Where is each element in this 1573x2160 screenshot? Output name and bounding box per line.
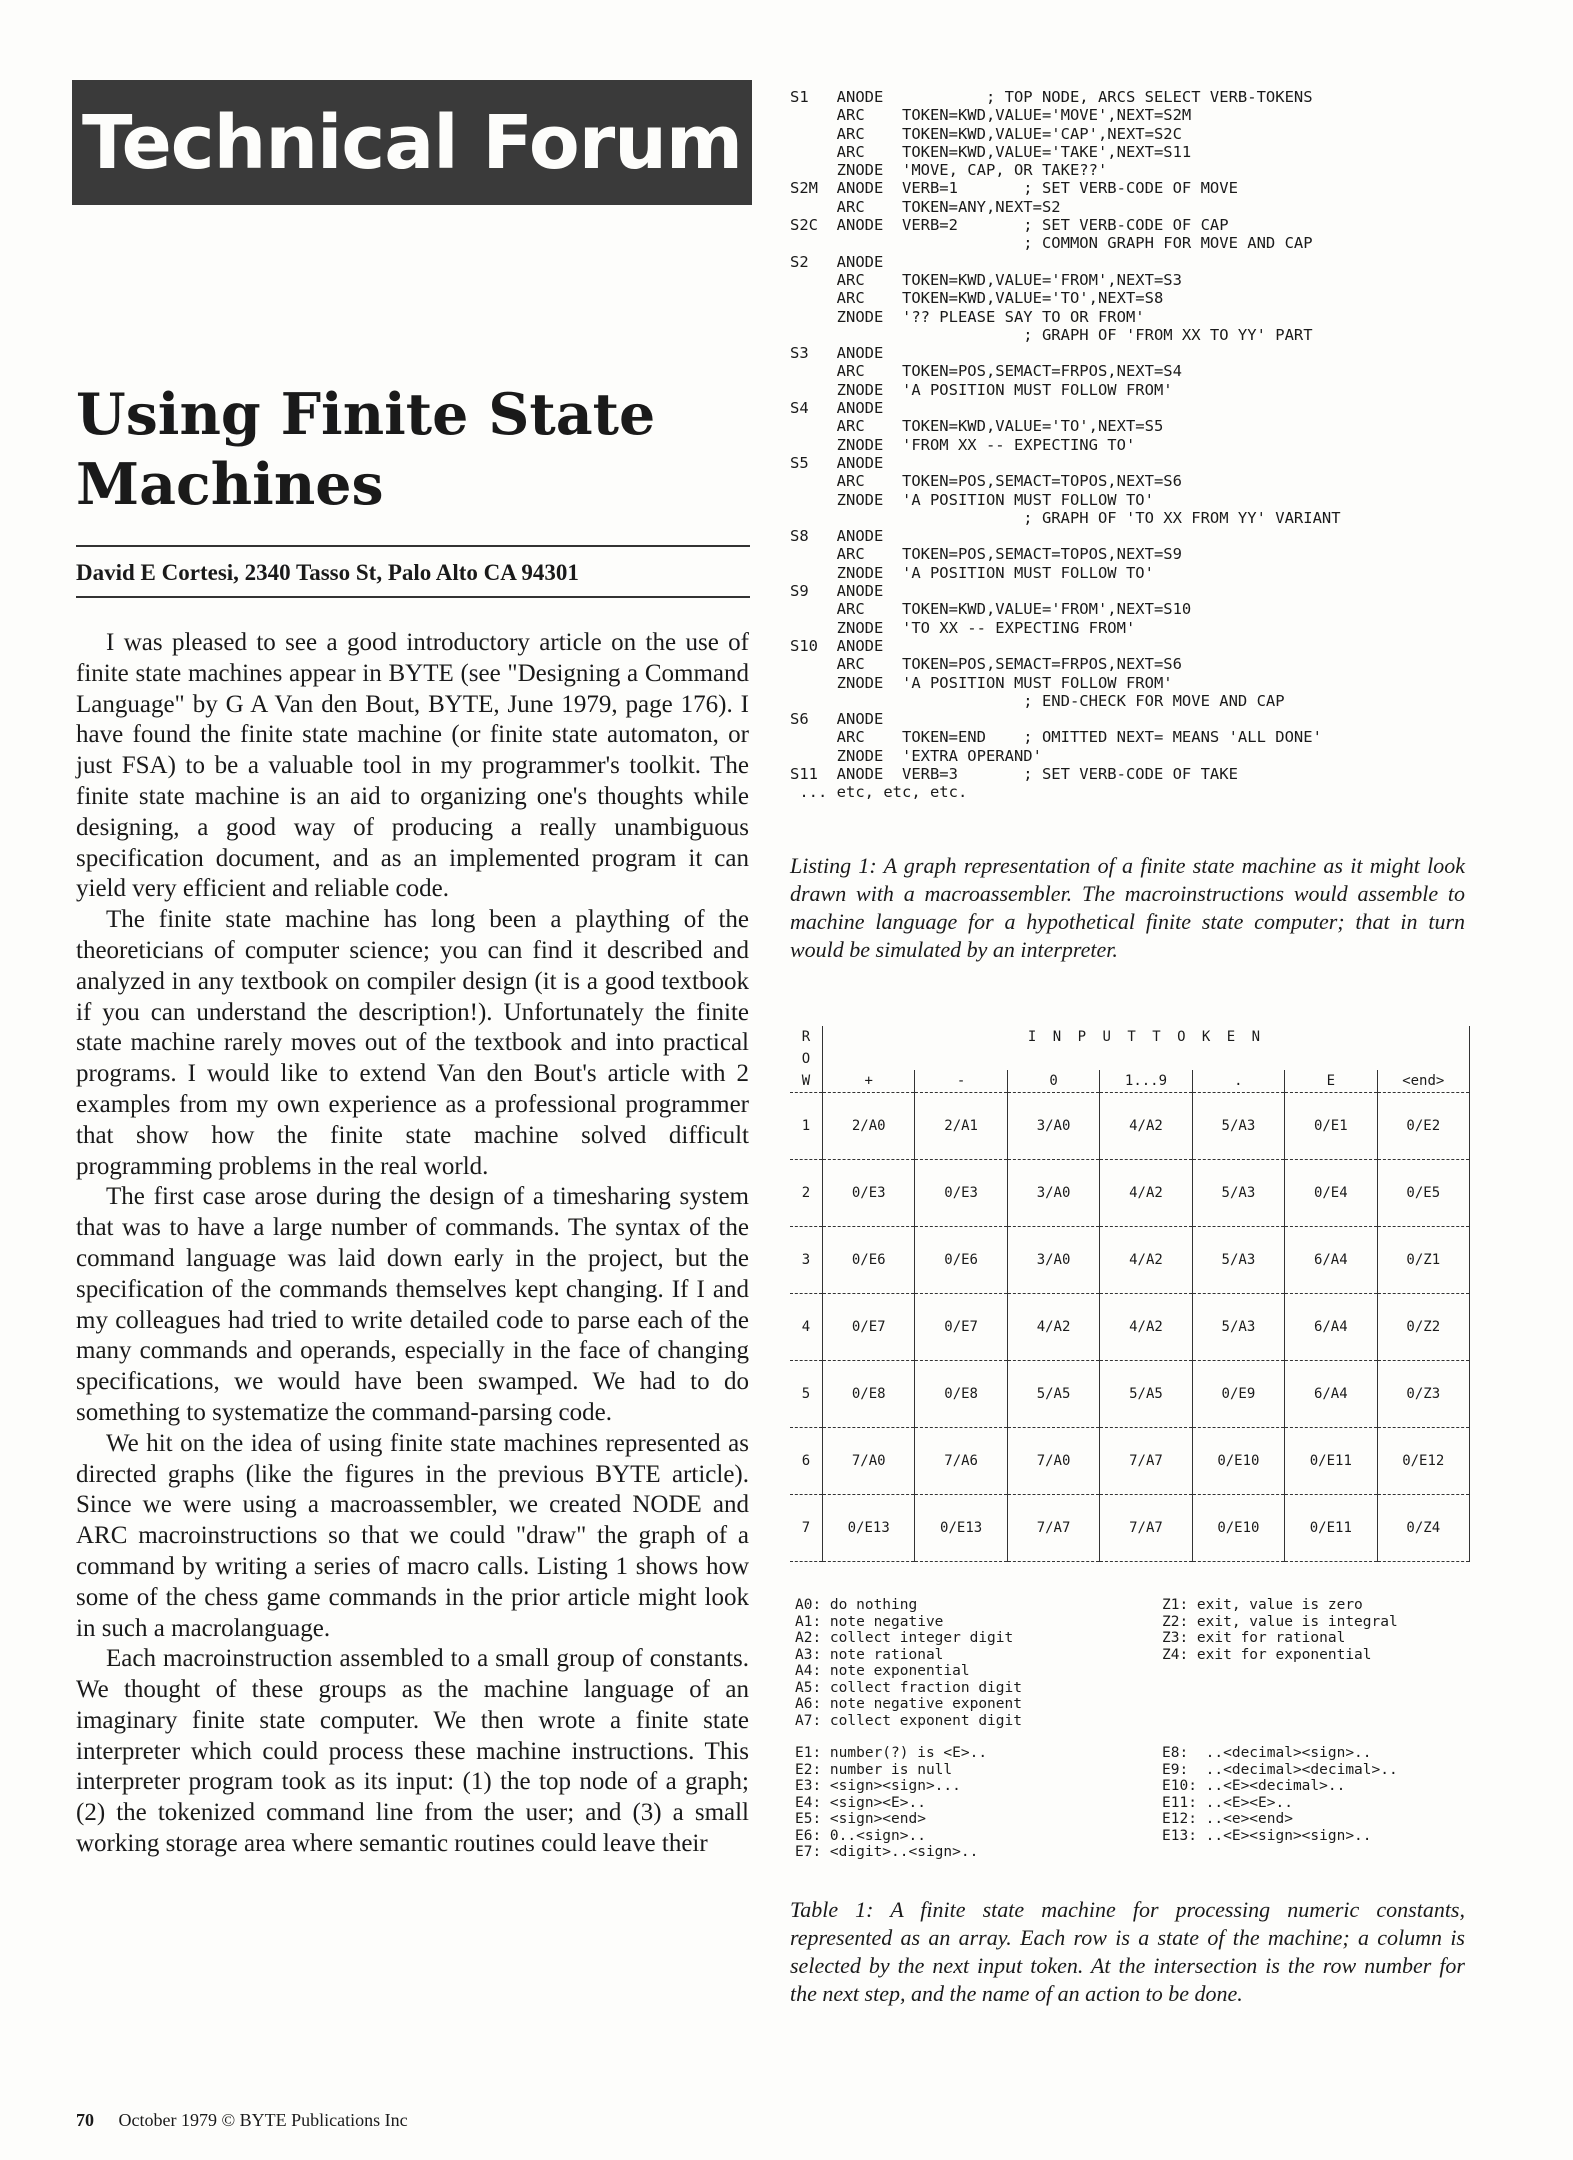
listing-line: ARC TOKEN=KWD,VALUE='FROM',NEXT=S10 [790,600,1192,619]
table-cell: 0/E4 [1285,1160,1377,1227]
table-cell: 0/E13 [915,1495,1007,1562]
table-cell: 4/A2 [1100,1093,1192,1160]
author-line: David E Cortesi, 2340 Tasso St, Palo Alto CA 94301 [76,560,579,585]
paragraph: I was pleased to see a good introductory article on the use of finite state machines appear in BYTE (see "Designing a Command Language" by G A Van den Bout, BYTE, June 1979, page 176). I have found the finite state machine (or finite state automaton, or just FSA) to be a valuable tool in my programmer's toolkit. The finite state machine is an aid to organizing one's thoughts while designing, a good way of producing a really unambiguous specification document, and as an implemented program it can yield very efficient and reliable code. [76,629,749,903]
table-cell: 7/A6 [915,1428,1007,1495]
left-column [72,80,752,205]
listing-line: ZNODE '?? PLEASE SAY TO OR FROM' [790,307,1145,326]
legend-entry: A1: note negative [795,1613,944,1630]
table-cell: 5/A5 [1007,1361,1099,1428]
table-cell: 7/A7 [1100,1495,1192,1562]
legend-errors-left [795,1745,987,1861]
listing-line: ZNODE 'A POSITION MUST FOLLOW TO' [790,490,1154,509]
legend-errors-right [1162,1745,1398,1844]
listing-line: ; COMMON GRAPH FOR MOVE AND CAP [790,234,1313,253]
table-cell: 6/A4 [1285,1227,1377,1294]
table-cell: 0/Z1 [1377,1227,1469,1294]
title-line: Using Finite State [76,381,656,448]
table-cell: 7/A7 [1007,1495,1099,1562]
divider [76,545,750,547]
listing-line: ARC TOKEN=ANY,NEXT=S2 [790,197,1061,216]
paragraph: The first case arose during the design of a timesharing system that was to have a large number of commands. The syntax of the command language was laid down early in the project, but the specification of the commands themselves kept changing. If I and my colleagues had tried to write detailed code to parse each of the many commands and operands, especially in the face of changing specifications, we would have been swamped. We had to do something to systematize the command-parsing code. [76,1183,749,1426]
state-table [790,1026,1470,1562]
listing-line: ARC TOKEN=KWD,VALUE='FROM',NEXT=S3 [790,270,1182,289]
legend-entry: E6: 0..<sign>.. [795,1827,926,1844]
listing-line: S10 ANODE [790,636,884,655]
row-number: 5 [790,1361,823,1428]
table-cell: 5/A3 [1192,1093,1284,1160]
listing-line: S2 ANODE [790,252,884,271]
listing-line: ARC TOKEN=KWD,VALUE='TO',NEXT=S8 [790,289,1164,308]
listing-line: ARC TOKEN=POS,SEMACT=TOPOS,NEXT=S9 [790,545,1182,564]
page-footer [76,2110,408,2131]
row-number: 6 [790,1428,823,1495]
table-cell: 5/A3 [1192,1227,1284,1294]
paragraph: We hit on the idea of using finite state machines represented as directed graphs (like the figures in the previous BYTE article). Since we were using a macroassembler, we created NODE and ARC macroinstructions so that we could "draw" the graph of a command by writing a series of macro calls. Listing 1 shows how some of the chess game commands in the prior article might look in such a macrolanguage. [76,1429,749,1642]
legend-entry: Z1: exit, value is zero [1162,1597,1363,1613]
table-cell: 0/E1 [1285,1093,1377,1160]
table-row [790,1227,1470,1294]
legend-entry: E1: number(?) is <E>.. [795,1745,988,1761]
legend-entry: E12: ..<e><end> [1162,1811,1293,1827]
paragraph: The finite state machine has long been a plaything of the theoreticians of computer science; you can find it described and analyzed in any textbook on compiler design (it is a good textbook if you can understand the description!). Unfortunately the finite state machine rarely moves out of the textbook and into practical programs. I would like to extend Van den Bout's article with 2 examples from my own experience as a professional programmer that show how the finite state machine solved difficult programming problems in the real world. [76,906,749,1180]
table-cell: 3/A0 [1007,1227,1099,1294]
table-cell: 5/A3 [1192,1160,1284,1227]
listing-line: ZNODE 'EXTRA OPERAND' [790,746,1042,765]
column-header: 1...9 [1100,1070,1192,1093]
legend-entry: A6: note negative exponent [795,1696,1022,1712]
table-cell: 7/A0 [823,1428,915,1495]
table-cell: 0/E3 [823,1160,915,1227]
legend-entry: E11: ..<E><E>.. [1162,1794,1293,1811]
legend-entry: E2: number is null [795,1761,953,1778]
row-number: 3 [790,1227,823,1294]
listing-line: S11 ANODE VERB=3 ; SET VERB-CODE OF TAKE [790,764,1238,783]
legend-exits [1162,1597,1398,1663]
table-cell: 4/A2 [1100,1160,1192,1227]
listing-line: ZNODE 'TO XX -- EXPECTING FROM' [790,618,1136,637]
row-label: O [801,1051,811,1067]
table-caption: Table 1: A finite state machine for processing numeric constants, represented as an array. Each row is a state of the machine; a column is selected by the next input token. At the intersection is the row number for the next step, and the name of an action to be done. [790,1897,1465,2006]
table-cell: 0/Z2 [1377,1294,1469,1361]
table-cell: 2/A1 [915,1093,1007,1160]
row-number: 4 [790,1294,823,1361]
legend-entry: E10: ..<E><decimal>.. [1162,1778,1346,1794]
title-line: Machines [76,451,384,518]
table-cell: 0/E7 [915,1294,1007,1361]
listing-line: ; END-CHECK FOR MOVE AND CAP [790,691,1285,710]
column-header: + [823,1070,915,1093]
article-body [76,628,749,1860]
table-cell: 0/E11 [1285,1428,1377,1495]
listing-caption: Listing 1: A graph representation of a finite state machine as it might look drawn with a macroassembler. The macroinstructions would assemble to machine language for a hypothetical finite state computer; that in turn would be simulated by an interpreter. [790,853,1465,962]
table-cell: 6/A4 [1285,1361,1377,1428]
table-cell: 0/E13 [823,1495,915,1562]
table-row [790,1160,1470,1227]
table-cell: 0/E8 [915,1361,1007,1428]
legend-entry: E13: ..<E><sign><sign>.. [1162,1827,1372,1844]
table-cell: 0/E6 [915,1227,1007,1294]
column-header: - [915,1070,1007,1093]
column-header: 0 [1007,1070,1099,1093]
table-cell: 6/A4 [1285,1294,1377,1361]
table-cell: 0/E12 [1377,1428,1469,1495]
footer-text: October 1979 © BYTE Publications Inc [118,2110,408,2130]
table-cell: 0/Z3 [1377,1361,1469,1428]
table-cell: 4/A2 [1100,1227,1192,1294]
listing-line: S9 ANODE [790,582,884,601]
legend-entry: A3: note rational [795,1646,944,1663]
row-number: 2 [790,1160,823,1227]
table-cell: 0/E11 [1285,1495,1377,1562]
table-cell: 7/A0 [1007,1428,1099,1495]
table-cell: 0/E10 [1192,1428,1284,1495]
table-cell: 5/A5 [1100,1361,1192,1428]
legend-entry: E5: <sign><end> [795,1811,926,1827]
legend-entry: A5: collect fraction digit [795,1679,1022,1696]
listing-line: ZNODE 'A POSITION MUST FOLLOW FROM' [790,673,1173,692]
input-token-label: I N P U T T O K E N [823,1026,1470,1048]
listing-line: ARC TOKEN=POS,SEMACT=FRPOS,NEXT=S6 [790,655,1182,674]
listing-line: S8 ANODE [790,527,884,546]
table-cell: 0/E3 [915,1160,1007,1227]
column-header: E [1285,1070,1377,1093]
row-label: W [790,1070,823,1093]
table-row [790,1428,1470,1495]
listing-line: S2M ANODE VERB=1 ; SET VERB-CODE OF MOVE [790,179,1238,198]
table-row [790,1361,1470,1428]
table-row [790,1093,1470,1160]
table-cell: 0/E6 [823,1227,915,1294]
table-cell: 3/A0 [1007,1093,1099,1160]
legend-entry: Z2: exit, value is integral [1162,1613,1398,1630]
table-cell: 4/A2 [1007,1294,1099,1361]
table-cell: 3/A0 [1007,1160,1099,1227]
table-cell: 0/E5 [1377,1160,1469,1227]
listing-line: ARC TOKEN=KWD,VALUE='TO',NEXT=S5 [790,417,1164,436]
row-number: 7 [790,1495,823,1562]
listing-line: ARC TOKEN=KWD,VALUE='TAKE',NEXT=S11 [790,142,1192,161]
listing-line: ZNODE 'FROM XX -- EXPECTING TO' [790,435,1136,454]
listing-line: ZNODE 'A POSITION MUST FOLLOW TO' [790,563,1154,582]
table-cell: 0/E8 [823,1361,915,1428]
table-cell: 0/E10 [1192,1495,1284,1562]
table-row [790,1495,1470,1562]
table-cell: 7/A7 [1100,1428,1192,1495]
listing-line: ARC TOKEN=END ; OMITTED NEXT= MEANS 'ALL DONE' [790,728,1322,747]
banner-text: Technical Forum [81,99,743,186]
listing-line: S3 ANODE [790,344,884,363]
listing-line: ZNODE 'MOVE, CAP, OR TAKE??' [790,161,1108,180]
legend-entry: A0: do nothing [795,1597,918,1613]
listing-line: ARC TOKEN=KWD,VALUE='MOVE',NEXT=S2M [790,106,1192,125]
column-header: <end> [1377,1070,1469,1093]
listing-line: S2C ANODE VERB=2 ; SET VERB-CODE OF CAP [790,216,1229,235]
row-label: R [801,1029,811,1045]
legend-entry: A4: note exponential [795,1663,970,1679]
table-row [790,1294,1470,1361]
column-header: . [1192,1070,1284,1093]
listing-line: S1 ANODE ; TOP NODE, ARCS SELECT VERB-TOKENS [790,88,1313,106]
legend-entry: A7: collect exponent digit [795,1712,1022,1729]
legend-entry: E9: ..<decimal><decimal>.. [1162,1761,1398,1778]
page-number: 70 [76,2110,94,2130]
listing-line: ... etc, etc, etc. [790,783,968,802]
listing-line: ZNODE 'A POSITION MUST FOLLOW FROM' [790,380,1173,399]
divider [76,596,750,598]
listing-line: ; GRAPH OF 'FROM XX TO YY' PART [790,325,1313,344]
legend-entry: Z3: exit for rational [1162,1630,1346,1646]
section-banner [72,80,752,205]
listing-line: ARC TOKEN=POS,SEMACT=TOPOS,NEXT=S6 [790,472,1182,491]
table-cell: 0/E2 [1377,1093,1469,1160]
table-cell: 0/E7 [823,1294,915,1361]
listing-line: ARC TOKEN=POS,SEMACT=FRPOS,NEXT=S4 [790,362,1182,381]
table-cell: 0/E9 [1192,1361,1284,1428]
legend-entry: A2: collect integer digit [795,1630,1014,1646]
table-cell: 2/A0 [823,1093,915,1160]
listing-line: S4 ANODE [790,399,884,418]
table-cell: 0/Z4 [1377,1495,1469,1562]
legend-entry: E3: <sign><sign>... [795,1778,961,1794]
row-number: 1 [790,1093,823,1160]
legend-entry: E8: ..<decimal><sign>.. [1162,1745,1372,1761]
paragraph: Each macroinstruction assembled to a small group of constants. We thought of these groups as the machine language of an imaginary finite state computer. We then wrote a finite state interpreter which could process these machine instructions. This interpreter program took as its input: (1) the top node of a graph; (2) the tokenized command line from the user; and (3) a small working storage area where semantic routines could leave their [76,1645,749,1858]
listing-line: S5 ANODE [790,453,884,472]
legend-entry: Z4: exit for exponential [1162,1646,1372,1663]
legend-entry: E4: <sign><E>.. [795,1794,926,1811]
listing-line: ; GRAPH OF 'TO XX FROM YY' VARIANT [790,508,1341,527]
table-cell: 5/A3 [1192,1294,1284,1361]
table-cell: 4/A2 [1100,1294,1192,1361]
listing-line: S6 ANODE [790,710,884,729]
article-title [76,380,736,520]
legend-entry: E7: <digit>..<sign>.. [795,1844,979,1860]
listing-line: ARC TOKEN=KWD,VALUE='CAP',NEXT=S2C [790,124,1182,143]
legend-actions [795,1597,1022,1729]
listing-1 [790,88,1530,802]
